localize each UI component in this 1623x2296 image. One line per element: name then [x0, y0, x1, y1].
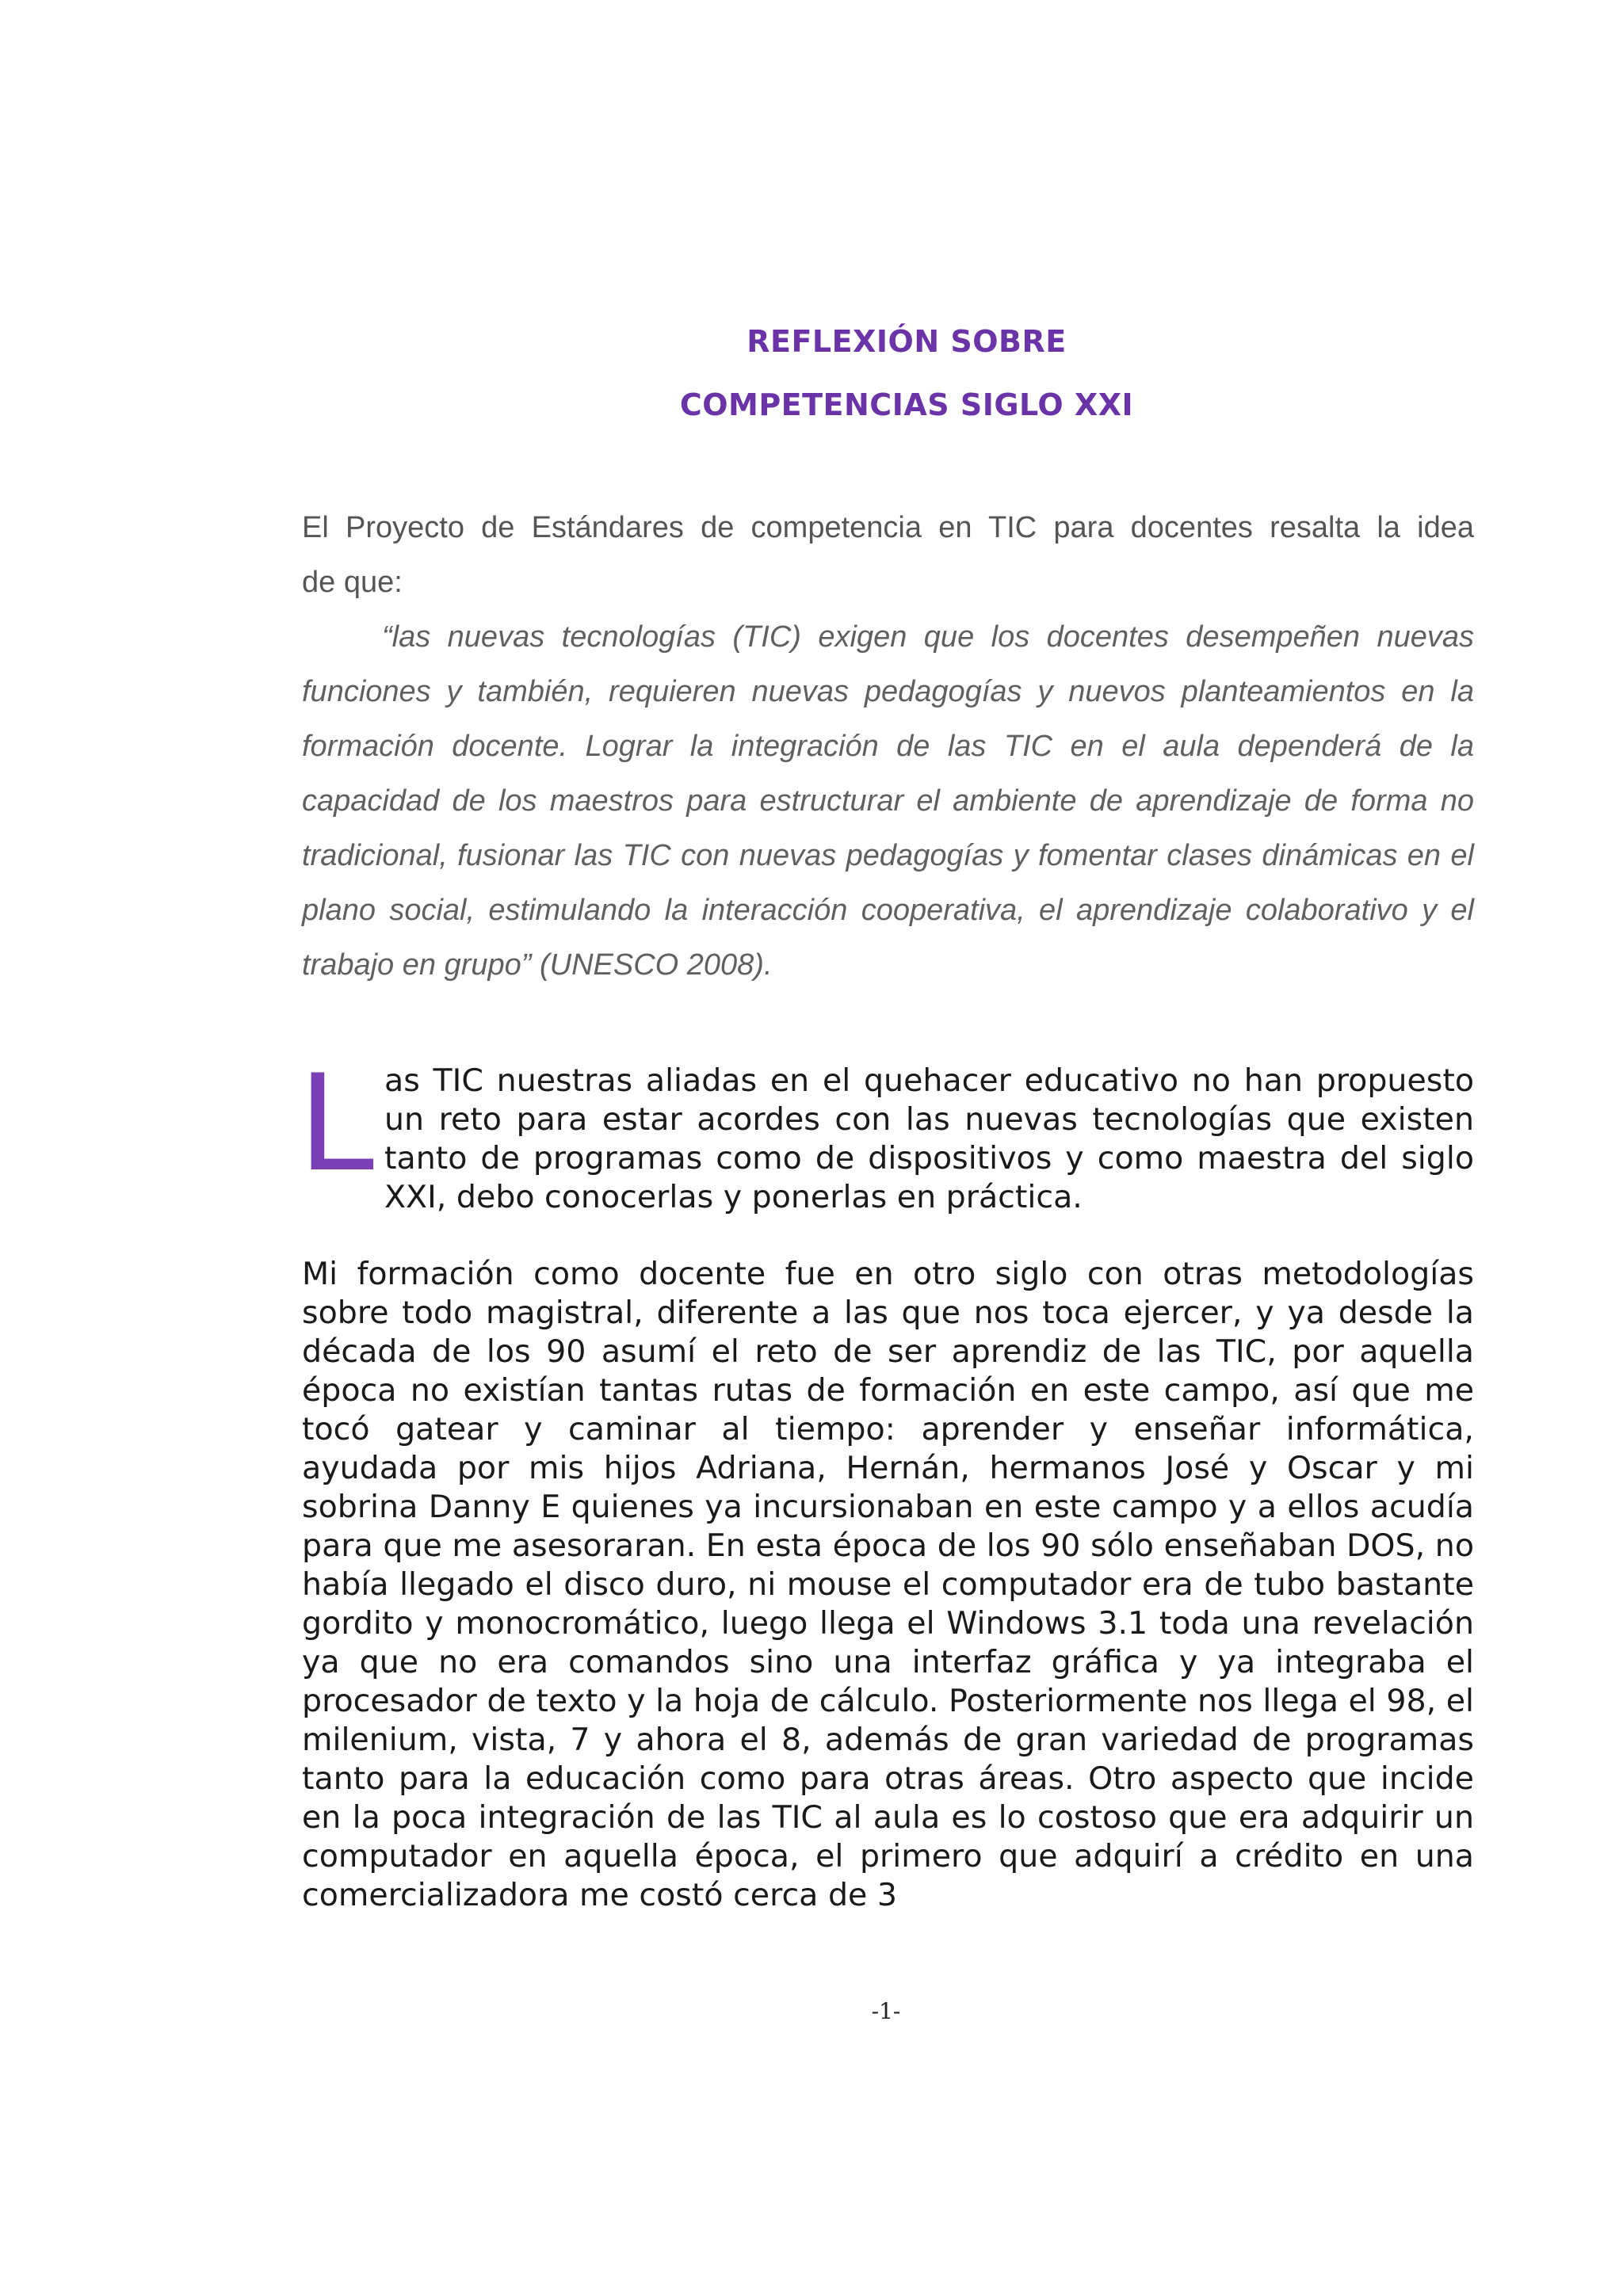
page-number-text: -1-	[871, 1998, 901, 2024]
intro-lead-paragraph	[302, 501, 1474, 610]
intro-section	[302, 501, 1474, 993]
paragraph-1	[300, 1042, 1474, 1217]
paragraph-2-text: Mi formación como docente fue en otro siglo con otras metodologías sobre todo magistral, diferente a las que nos toca ejercer, y ya desde la década de los 90 asumí el reto de ser aprendiz de las TIC, por aquella época no existían tantas rutas de formación en este campo, así que me tocó gatear y caminar al tiempo: aprender y enseñar informática, ayudada por mis hijos Adriana, Hernán, hermanos José y Oscar y mi sobrina Danny E quienes ya incursionaban en este campo y a ellos acudía para que me asesoraran. En esta época de los 90 sólo enseñaban DOS, no había llegado el disco duro, ni mouse el computador era de tubo bastante gordito y monocromático, luego llega el Windows 3.1 toda una revelación ya que no era comandos sino una interfaz gráfica y ya integraba el procesador de texto y la hoja de cálculo. Posteriormente nos llega el 98, el milenium, vista, 7 y ahora el 8, además de gran variedad de programas tanto para la educación como para otras áreas. Otro aspecto que incide en la poca integración de las TIC al aula es lo costoso que era adquirir un computador en aquella época, el primero que adquirí a crédito en una comercializadora me costó cerca de 3	[302, 1256, 1474, 1913]
page-number	[0, 1998, 1623, 2024]
unesco-quote: “las nuevas tecnologías (TIC) exigen que los docentes desempeñen nuevas funciones y también, requieren nuevas pedagogías y nuevos planteamientos en la formación docente. Lograr la integración de las TIC en el aula dependerá de la capacidad de los maestros para estructurar el ambiente de aprendizaje de forma no tradicional, fusionar las TIC con nuevas pedagogías y fomentar clases dinámicas en el plano social, estimulando la interacción cooperativa, el aprendizaje colaborativo y el trabajo en grupo” (UNESCO 2008).	[302, 620, 1474, 982]
paragraph-1-body	[300, 1042, 1474, 1217]
document-title-line-1	[0, 326, 1623, 357]
document-title-line-2	[0, 387, 1623, 422]
drop-cap-letter: L	[300, 1042, 378, 1199]
intro-lead-line-1: El Proyecto de Estándares de competencia en TIC para docentes resalta la idea	[302, 511, 1474, 544]
title-line-1-text: REFLEXIÓN SOBRE	[747, 324, 1067, 359]
paragraph-1-text: as TIC nuestras aliadas en el quehacer educativo no han propuesto un reto para estar acordes con las nuevas tecnologías que existen tanto de programas como de dispositivos y como maestra del siglo XXI, debo conocerlas y ponerlas en práctica.	[384, 1062, 1474, 1215]
title-line-2-text: COMPETENCIAS SIGLO XXI	[679, 387, 1134, 422]
paragraph-2	[302, 1255, 1474, 1915]
intro-lead-line-2: de que:	[302, 566, 403, 599]
